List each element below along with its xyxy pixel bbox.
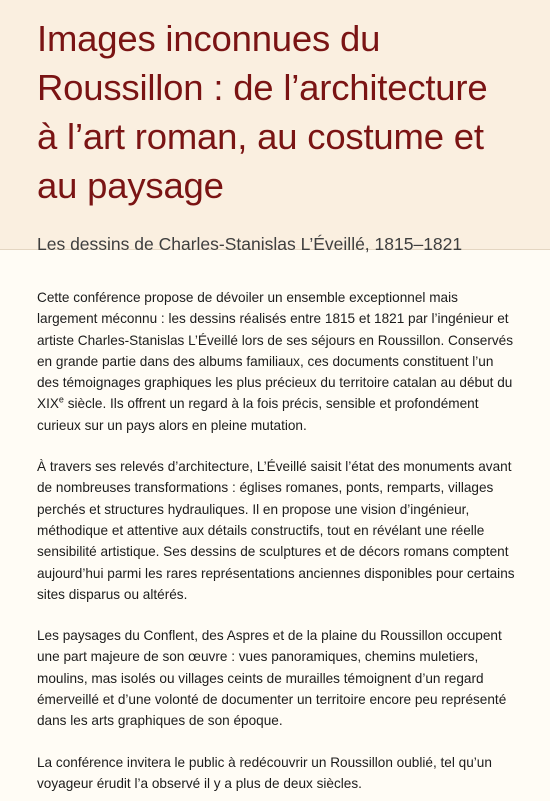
page-subtitle: Les dessins de Charles-Stanislas L’Éveillé, 1815–1821 [37,234,463,254]
paragraph-intro-text: Cette conférence propose de dévoiler un ensemble exceptionnel mais largement méconnu : les dessins réalisés entre 1815 et 1821 par l’ingénieur et artiste Charles-Stanislas L’Éveillé lors de ses séjours en Roussillon. Conservés en grande partie dans des albums familiaux, ces documents constituent l’un des témoignages graphiques les plus précieux du territoire catalan au début du XIX [37,290,513,412]
century-superscript: e [58,394,64,405]
paragraph-intro-text-end: siècle. Ils offrent un regard à la fois précis, sensible et profondément curieux sur un pays alors en pleine mutation. [37,396,479,433]
paragraph-landscapes: Les paysages du Conflent, des Aspres et de la plaine du Roussillon occupent une part majeure de son œuvre : vues panoramiques, chemins muletiers, moulins, mas isolés ou villages ceints de murailles témoignent d’un regard émerveillé et d’une volonté de documenter un territoire encore peu représenté dans les arts graphiques de son époque. [37,628,507,729]
paragraph-conclusion: La conférence invitera le public à redécouvrir un Roussillon oublié, tel qu’un voyageur érudit l’a observé il y a plus de deux siècles. [37,754,492,791]
article-body [0,250,550,794]
page-title: Images inconnues du Roussillon : de l’architecture à l’art roman, au costume et au paysage [37,18,488,206]
paragraph-architecture: À travers ses relevés d’architecture, L’Éveillé saisit l’état des monuments avant de nombreuses transformations : églises romanes, ponts, remparts, villages perchés et structures hydrauliques. Il en propose une vision d’ingénieur, méthodique et attentive aux détails constructifs, tout en révélant une réelle sensibilité artistique. Ses dessins de sculptures et de décors romans comptent aujourd’hui parmi les rares représentations anciennes disponibles pour certains sites disparus ou altérés. [37,459,515,602]
page-header [0,0,550,254]
paragraph-intro [37,287,516,436]
